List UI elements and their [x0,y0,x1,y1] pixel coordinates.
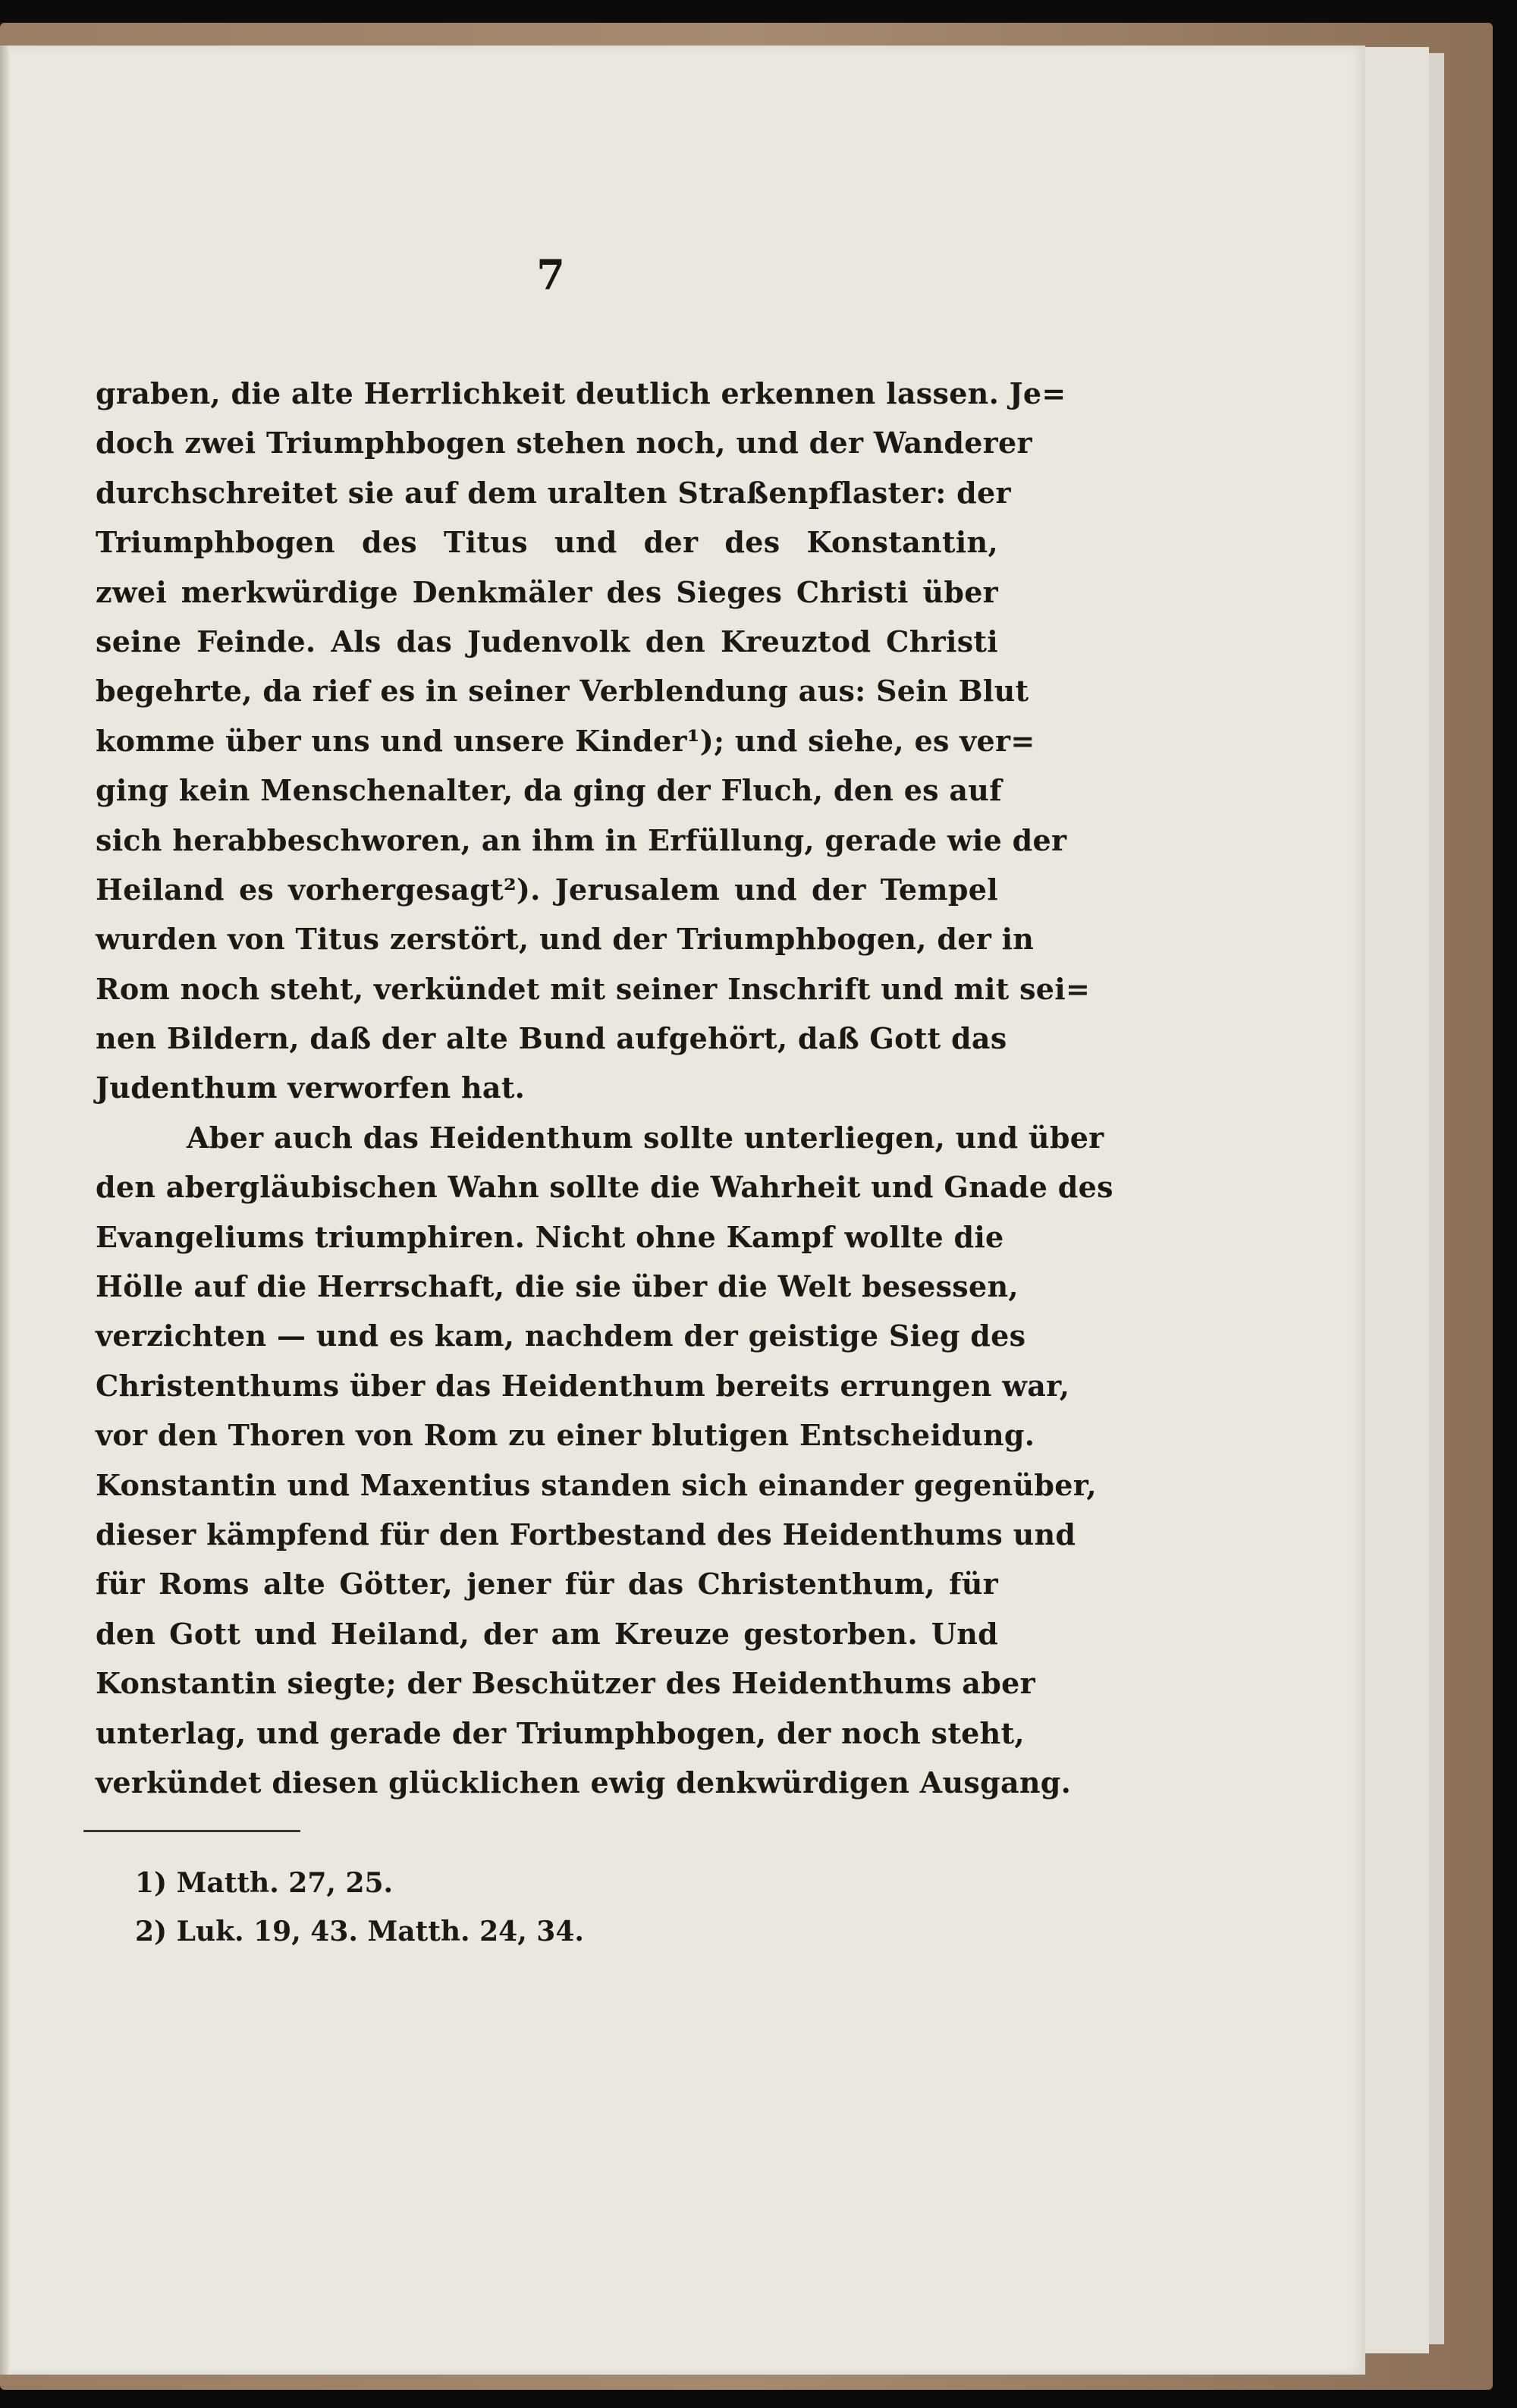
text-line: begehrte, da rief es in seiner Verblendung aus: Sein Blut [96,674,1029,709]
text-line: Triumphbogen des Titus und der des Konstantin, [96,525,998,560]
footnote-1: 1) Matth. 27, 25. [135,1867,394,1899]
footnote-2: 2) Luk. 19, 43. Matth. 24, 34. [135,1916,584,1947]
text-line: Heiland es vorhergesagt²). Jerusalem und der Tempel [96,872,998,907]
text-line: dieser kämpfend für den Fortbestand des Heidenthums und [96,1517,1076,1551]
page-number: 7 [536,250,565,299]
text-line: für Roms alte Götter, jener für das Christenthum, für [96,1567,998,1602]
text-line: Evangeliums triumphiren. Nicht ohne Kampf wollte die [96,1219,1004,1254]
text-line: Konstantin siegte; der Beschützer des Heidenthums aber [96,1666,1035,1701]
paragraph-end-line: Judenthum verworfen hat. [96,1070,526,1105]
footnote-divider [83,1830,300,1832]
footnotes [135,1859,584,1956]
text-line: durchschreitet sie auf dem uralten Straßenpflaster: der [96,475,1011,510]
text-line: den abergläubischen Wahn sollte die Wahrheit und Gnade des [96,1170,1113,1205]
text-line: komme über uns und unsere Kinder¹); und siehe, es ver= [96,723,1035,758]
text-line: unterlag, und gerade der Triumphbogen, der noch steht, [96,1715,1025,1750]
paragraph-start-line: Aber auch das Heidenthum sollte unterliegen, und über [187,1120,1104,1155]
text-line: Christenthums über das Heidenthum bereits errungen war, [96,1368,1070,1403]
text-line: zwei merkwürdige Denkmäler des Sieges Christi über [96,574,998,609]
book-page [0,46,1365,2375]
text-line: nen Bildern, daß der alte Bund aufgehört, daß Gott das [96,1021,1007,1056]
text-line: Konstantin und Maxentius standen sich einander gegenüber, [96,1467,1097,1502]
paragraph-end-line: verkündet diesen glücklichen ewig denkwürdigen Ausgang. [96,1765,1072,1800]
text-line: wurden von Titus zerstört, und der Triumphbogen, der in [96,922,1035,957]
body-text [96,369,1113,1807]
text-line: Hölle auf die Herrschaft, die sie über die Welt besessen, [96,1269,1019,1304]
text-line: verzichten — und es kam, nachdem der geistige Sieg des [96,1319,1026,1353]
text-line: ging kein Menschenalter, da ging der Fluch, den es auf [96,773,1002,808]
text-line: vor den Thoren von Rom zu einer blutigen Entscheidung. [96,1418,1035,1453]
text-line: den Gott und Heiland, der am Kreuze gestorben. Und [96,1616,998,1651]
text-line: Rom noch steht, verkündet mit seiner Inschrift und mit sei= [96,971,1091,1006]
text-line: graben, die alte Herrlichkeit deutlich erkennen lassen. Je= [96,376,1066,410]
text-line: seine Feinde. Als das Judenvolk den Kreuztod Christi [96,624,998,659]
text-line: sich herabbeschworen, an ihm in Erfüllung, gerade wie der [96,822,1067,857]
text-line: doch zwei Triumphbogen stehen noch, und der Wanderer [96,426,1032,461]
